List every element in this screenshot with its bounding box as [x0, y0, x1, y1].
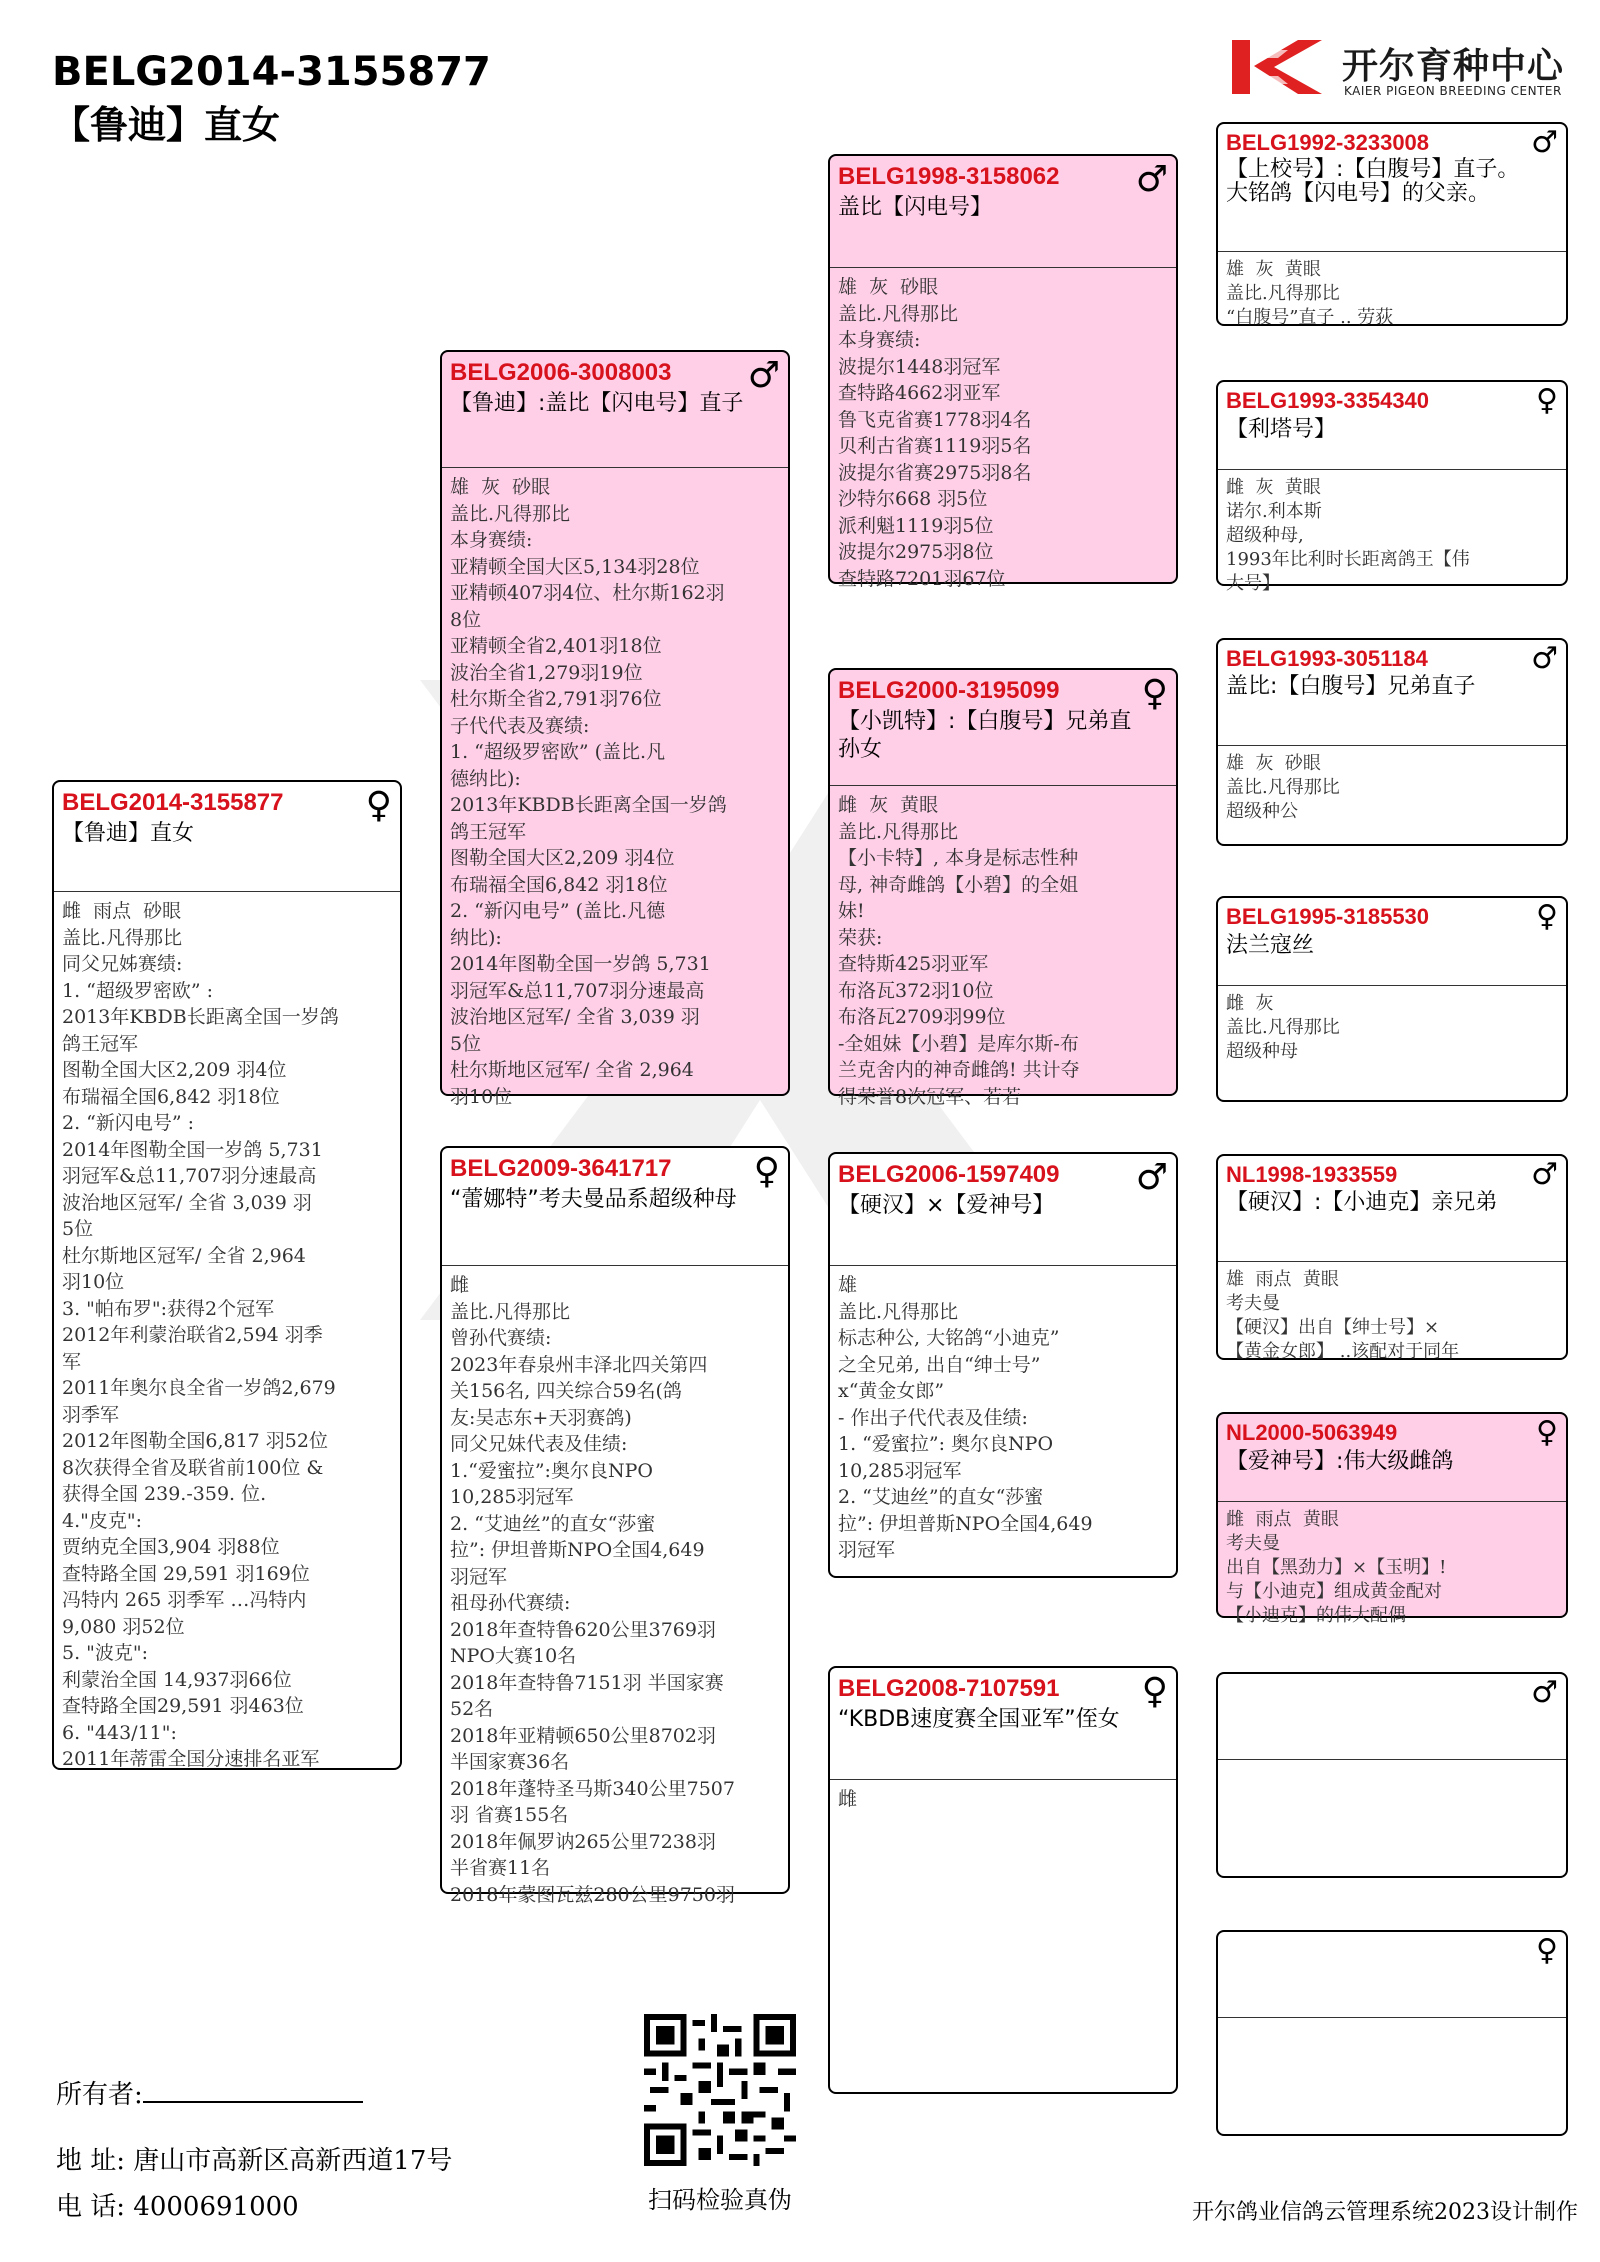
card-details	[1218, 986, 1566, 1100]
ring-number: BELG1993-3051184	[1226, 646, 1428, 671]
detail-line: 5位	[62, 1218, 94, 1240]
detail-line: 布瑞福全国6,842 羽18位	[450, 873, 668, 896]
detail-line: 盖比.凡得那比	[838, 302, 959, 325]
card-header	[830, 156, 1176, 268]
detail-line: 查特斯425羽亚军	[838, 953, 989, 975]
pigeon-card-sire-dam	[828, 668, 1178, 1108]
detail-line: 本身赛绩:	[838, 329, 921, 351]
detail-line: 9,080 羽52位	[62, 1615, 185, 1638]
pigeon-card-subject	[52, 780, 402, 1770]
detail-line: 10,285羽冠军	[450, 1486, 574, 1508]
detail-line: 2. “新闪电号” (盖比.凡德	[450, 900, 666, 922]
ring-number: BELG2009-3641717	[450, 1155, 672, 1182]
detail-line: 【黄金女郎】 ..该配对于同年	[1226, 1341, 1460, 1362]
male-icon: ♂	[1531, 125, 1558, 160]
detail-line: 雌 灰 黄眼	[1226, 477, 1321, 498]
page-title: BELG2014-3155877	[52, 49, 491, 95]
detail-line: 杜尔斯地区冠军/ 全省 2,964	[62, 1244, 306, 1267]
card-header	[1218, 640, 1566, 746]
detail-line: 2012年图勒全国6,817 羽52位	[62, 1430, 328, 1452]
male-icon: ♂	[1135, 159, 1168, 200]
card-details	[1218, 746, 1566, 844]
detail-line: 出自【黑劲力】×【玉明】!	[1226, 1557, 1447, 1578]
card-details	[830, 1780, 1176, 2092]
detail-line: 布洛瓦2709羽99位	[838, 1006, 1006, 1028]
detail-line: 4."皮克":	[62, 1509, 143, 1532]
pigeon-name: 【利塔号】	[1226, 417, 1337, 442]
detail-line: 雄 灰 砂眼	[1226, 753, 1321, 774]
detail-line: 荣获:	[838, 926, 883, 949]
detail-line: 派利魁1119羽5位	[838, 514, 994, 537]
pigeon-card-sss	[1216, 122, 1568, 326]
detail-line: 【小迪克】的伟大配偶	[1226, 1605, 1406, 1626]
detail-line: 半省赛11名	[450, 1857, 551, 1879]
detail-line: 图勒全国大区2,209 羽4位	[62, 1059, 287, 1081]
detail-line: 2014年图勒全国一岁鸽 5,731	[450, 953, 711, 975]
detail-line: 8位	[450, 608, 482, 631]
pigeon-name: 【鲁迪】直女	[62, 821, 195, 846]
detail-line: 查特路全国29,591 羽463位	[62, 1695, 304, 1717]
male-icon: ♂	[1531, 1675, 1558, 1710]
card-header	[442, 352, 788, 468]
pigeon-name: 【硬汉】:【小迪克】亲兄弟	[1226, 1190, 1498, 1215]
detail-line: 1. “超级罗密欧” (盖比.凡	[450, 741, 666, 763]
pigeon-name: 【爱神号】:伟大级雌鸽	[1226, 1449, 1454, 1474]
card-header	[830, 670, 1176, 786]
detail-line: 雌	[838, 1788, 858, 1810]
card-details	[830, 268, 1176, 590]
card-header	[1218, 1932, 1566, 2018]
brand-name-cn: 开尔育种中心	[1342, 46, 1565, 87]
detail-line: 2023年春泉州丰泽北四关第四	[450, 1353, 708, 1376]
detail-line: 同父兄姊赛绩:	[62, 953, 183, 975]
card-header	[830, 1668, 1176, 1780]
card-header	[54, 782, 400, 892]
card-details	[830, 1266, 1176, 1576]
ring-number: NL1998-1933559	[1226, 1162, 1398, 1187]
detail-line: 贝利古省赛1119羽5名	[838, 435, 1032, 457]
card-details	[54, 892, 400, 1768]
detail-line: 羽冠军	[838, 1539, 896, 1561]
detail-line: 1.“爱蜜拉”:奥尔良NPO	[450, 1459, 653, 1482]
detail-line: 雄 灰 砂眼	[450, 476, 551, 498]
detail-line: 军	[62, 1350, 82, 1373]
detail-line: 之全兄弟, 出自“绅士号”	[838, 1353, 1041, 1376]
detail-line: 杜尔斯地区冠军/ 全省 2,964	[450, 1059, 694, 1081]
detail-line: 同父兄妹代表及佳绩:	[450, 1433, 628, 1455]
detail-line: 盖比.凡得那比	[450, 502, 571, 525]
detail-line: 【小卡特】, 本身是标志性种	[838, 847, 1079, 869]
detail-line: 2011年奥尔良全省一岁鸽2,679	[62, 1377, 336, 1399]
detail-line: 2018年查特鲁7151羽 半国家赛	[450, 1671, 724, 1694]
pigeon-card-ddd	[1216, 1930, 1568, 2136]
detail-line: 图勒全国大区2,209 羽4位	[450, 847, 675, 869]
pigeon-name: 【小凯特】:【白腹号】兄弟直孙女	[838, 709, 1132, 762]
detail-line: 亚精顿407羽4位、杜尔斯162羽	[450, 582, 725, 604]
detail-line: 贾纳克全国3,904 羽88位	[62, 1536, 280, 1558]
detail-line: 查特路4662羽亚军	[838, 382, 1001, 404]
detail-line: 沙特尔668 羽5位	[838, 488, 988, 510]
detail-line: 羽季军	[62, 1403, 120, 1426]
detail-line: 盖比.凡得那比	[1226, 283, 1340, 304]
owner-blank	[143, 2079, 363, 2103]
ring-number: BELG1993-3354340	[1226, 388, 1430, 413]
pigeon-card-dds	[1216, 1672, 1568, 1878]
male-icon: ♂	[1135, 1157, 1168, 1198]
detail-line: 羽10位	[62, 1271, 125, 1293]
detail-line: 2013年KBDB长距离全国一岁鸽	[62, 1006, 339, 1028]
detail-line: 本身赛绩:	[450, 529, 533, 551]
ring-number: BELG2006-3008003	[450, 359, 672, 386]
female-icon: ♀	[1536, 899, 1558, 934]
detail-line: “白腹号”直子 .. 劳荻	[1226, 307, 1394, 328]
detail-line: 考夫曼	[1226, 1533, 1280, 1554]
detail-line: 布洛瓦372羽10位	[838, 979, 994, 1002]
detail-line: 2018年查特鲁620公里3769羽	[450, 1618, 716, 1641]
card-header	[1218, 124, 1566, 252]
pigeon-card-sds	[1216, 638, 1568, 846]
qr-code-icon	[644, 2014, 796, 2166]
detail-line: 与【小迪克】组成黄金配对	[1226, 1581, 1442, 1602]
detail-line: 2014年图勒全国一岁鸽 5,731	[62, 1138, 323, 1161]
female-icon: ♀	[1141, 673, 1168, 714]
detail-line: 波提尔1448羽冠军	[838, 355, 1001, 378]
card-details	[1218, 470, 1566, 594]
detail-line: 鲁飞克省赛1778羽4名	[838, 408, 1032, 431]
detail-line: 羽冠军&总11,707羽分速最高	[62, 1165, 317, 1187]
ring-number: BELG2008-7107591	[838, 1675, 1060, 1702]
detail-line: x“黄金女郎”	[838, 1380, 945, 1402]
detail-line: 2018年佩罗讷265公里7238羽	[450, 1830, 716, 1853]
detail-line: 2. “艾迪丝”的直女“莎蜜	[838, 1486, 1044, 1508]
card-header	[1218, 382, 1566, 470]
ring-number: BELG1992-3233008	[1226, 130, 1430, 155]
card-details	[442, 468, 788, 1108]
detail-line: 诺尔.利本斯	[1226, 501, 1322, 522]
detail-line: 雌	[450, 1274, 470, 1296]
detail-line: 亚精顿全国大区5,134羽28位	[450, 555, 700, 578]
detail-line: 雄 灰 砂眼	[838, 276, 939, 298]
detail-line: 母, 神奇雌鸽【小碧】的全姐	[838, 873, 1079, 896]
pigeon-card-ssd	[1216, 380, 1568, 594]
ring-number: BELG1995-3185530	[1226, 904, 1430, 929]
detail-line: 8次获得全省及联省前100位 &	[62, 1456, 324, 1479]
detail-line: 子代代表及赛绩:	[450, 714, 590, 737]
detail-line: 5位	[450, 1032, 482, 1055]
detail-line: 祖母孙代赛绩:	[450, 1592, 571, 1614]
address: 地 址: 唐山市高新区高新西道17号	[56, 2146, 453, 2176]
pigeon-card-dam-dam	[828, 1666, 1178, 2094]
detail-line: 羽冠军	[450, 1565, 508, 1588]
detail-line: 友:吴志东+天羽赛鸽)	[450, 1406, 632, 1429]
pigeon-card-dam	[440, 1146, 790, 1906]
detail-line: 羽 省赛155名	[450, 1804, 569, 1826]
detail-line: 查特路7201羽67位	[838, 567, 1006, 590]
card-header	[1218, 1674, 1566, 1760]
detail-line: 杜尔斯全省2,791羽76位	[450, 688, 662, 710]
brand-logo	[1228, 36, 1578, 106]
pigeon-card-dam-sire	[828, 1152, 1178, 1578]
detail-line: 关156名, 四关综合59名(鸽	[450, 1380, 682, 1402]
pigeon-name: 【上校号】:【白腹号】直子。大铭鸽【闪电号】的父亲。	[1226, 157, 1520, 206]
detail-line: 兰克舍内的神奇雌鸽! 共计夺	[838, 1059, 1080, 1081]
phone: 电 话: 4000691000	[56, 2192, 299, 2222]
detail-line: 波治地区冠军/ 全省 3,039 羽	[62, 1191, 312, 1214]
detail-line: 盖比.凡得那比	[1226, 1017, 1340, 1038]
detail-line: - 作出子代代表及佳绩:	[838, 1406, 1028, 1429]
detail-line: 雄	[838, 1274, 858, 1296]
female-icon: ♀	[1536, 1415, 1558, 1450]
card-details	[442, 1266, 788, 1906]
detail-line: 波治地区冠军/ 全省 3,039 羽	[450, 1006, 700, 1028]
detail-line: 2018年亚精顿650公里8702羽	[450, 1724, 716, 1747]
detail-line: 10,285羽冠军	[838, 1459, 962, 1482]
ring-number: BELG2006-1597409	[838, 1161, 1060, 1188]
ring-number: BELG2000-3195099	[838, 677, 1060, 704]
pigeon-name: 【硬汉】×【爱神号】	[838, 1193, 1055, 1218]
detail-line: 考夫曼	[1226, 1293, 1280, 1314]
pigeon-card-dsd	[1216, 1412, 1568, 1626]
female-icon: ♀	[753, 1151, 780, 1192]
detail-line: 获得全国 239.-359. 位.	[62, 1483, 267, 1505]
pigeon-card-sdd	[1216, 896, 1568, 1102]
detail-line: 布瑞福全国6,842 羽18位	[62, 1085, 280, 1108]
detail-line: 2011年蒂雷全国分速排名亚军	[62, 1748, 320, 1770]
pigeon-name: 【鲁迪】:盖比【闪电号】直子	[450, 391, 744, 416]
detail-line: -全姐妹【小碧】是库尔斯-布	[838, 1032, 1079, 1055]
card-details	[1218, 1502, 1566, 1626]
detail-line: NPO大赛10名	[450, 1645, 577, 1667]
female-icon: ♀	[1141, 1671, 1168, 1712]
male-icon: ♂	[747, 355, 780, 396]
detail-line: 波提尔省赛2975羽8名	[838, 461, 1032, 484]
detail-line: 1. “爱蜜拉”: 奥尔良NPO	[838, 1433, 1054, 1455]
card-details	[830, 786, 1176, 1108]
pigeon-card-sire	[440, 350, 790, 1108]
pigeon-name: 盖比【闪电号】	[838, 195, 993, 220]
pigeon-name: “蕾娜特”考夫曼品系超级种母	[450, 1187, 737, 1212]
detail-line: 拉”: 伊坦普斯NPO全国4,649	[838, 1512, 1093, 1535]
detail-line: 拉”: 伊坦普斯NPO全国4,649	[450, 1539, 705, 1561]
detail-line: 盖比.凡得那比	[62, 926, 183, 949]
detail-line: 纳比):	[450, 926, 502, 949]
detail-line: 【硬汉】出自【绅士号】×	[1226, 1317, 1440, 1338]
detail-line: 雌 灰	[1226, 993, 1274, 1014]
detail-line: 1993年比利时长距离鸽王【伟	[1226, 549, 1470, 570]
detail-line: 雌 雨点 黄眼	[1226, 1509, 1339, 1530]
detail-line: 2012年利蒙治联省2,594 羽季	[62, 1324, 323, 1346]
detail-line: 超级种母	[1226, 1041, 1298, 1062]
brand-name-en: KAIER PIGEON BREEDING CENTER	[1344, 84, 1562, 98]
detail-line: 2. “新闪电号” :	[62, 1112, 195, 1134]
female-icon: ♀	[1536, 383, 1558, 418]
detail-line: 5. "波克":	[62, 1642, 149, 1664]
detail-line: 冯特内 265 羽季军 …冯特内	[62, 1589, 307, 1611]
detail-line: 利蒙治全国 14,937羽66位	[62, 1668, 292, 1691]
pigeon-card-sire-sire	[828, 154, 1178, 590]
pigeon-name: 盖比:【白腹号】兄弟直子	[1226, 674, 1476, 699]
detail-line: 曾孙代赛绩:	[450, 1327, 552, 1349]
card-header	[442, 1148, 788, 1266]
detail-line: 52名	[450, 1698, 494, 1720]
detail-line: 鸽王冠军	[450, 820, 527, 843]
pigeon-card-dss	[1216, 1154, 1568, 1360]
detail-line: 2018年蒙图瓦兹280公里9750羽	[450, 1883, 735, 1906]
detail-line: 3. "帕布罗":获得2个冠军	[62, 1297, 275, 1320]
owner-line	[56, 2078, 363, 2112]
detail-line: 雌 灰 黄眼	[838, 794, 939, 816]
detail-line: 2013年KBDB长距离全国一岁鸽	[450, 794, 727, 816]
credit-line: 开尔鸽业信鸽云管理系统2023设计制作	[1192, 2200, 1578, 2225]
detail-line: 波提尔2975羽8位	[838, 541, 994, 563]
detail-line: 雄 雨点 黄眼	[1226, 1269, 1339, 1290]
detail-line: 得荣誉8次冠军、若若	[838, 1085, 1022, 1108]
detail-line: 1. “超级罗密欧” :	[62, 979, 214, 1002]
owner-label: 所有者:	[56, 2080, 143, 2110]
detail-line: 盖比.凡得那比	[838, 820, 959, 843]
male-icon: ♂	[1531, 1157, 1558, 1192]
detail-line: 鸽王冠军	[62, 1032, 139, 1055]
detail-line: 盖比.凡得那比	[450, 1300, 571, 1323]
ring-number: BELG1998-3158062	[838, 163, 1060, 190]
detail-line: 6. "443/11":	[62, 1721, 177, 1744]
female-icon: ♀	[365, 785, 392, 826]
card-header	[830, 1154, 1176, 1266]
card-header	[1218, 1414, 1566, 1502]
detail-line: 雌 雨点 砂眼	[62, 900, 182, 922]
card-details	[1218, 1262, 1566, 1362]
detail-line: 雄 灰 黄眼	[1226, 259, 1321, 280]
card-details	[1218, 252, 1566, 328]
detail-line: 亚精顿全省2,401羽18位	[450, 635, 662, 657]
detail-line: 妹!	[838, 900, 865, 922]
ring-number: BELG2014-3155877	[62, 789, 284, 816]
page-subtitle: 【鲁迪】直女	[52, 103, 281, 147]
pigeon-name: “KBDB速度赛全国亚军”侄女	[838, 1707, 1120, 1732]
scan-caption: 扫码检验真伪	[648, 2186, 792, 2214]
detail-line: 标志种公, 大铭鸽“小迪克”	[838, 1327, 1060, 1349]
pigeon-name: 法兰寇丝	[1226, 933, 1315, 958]
kaier-logo-icon	[1228, 36, 1324, 98]
detail-line: 盖比.凡得那比	[1226, 777, 1340, 798]
card-header	[1218, 898, 1566, 986]
detail-line: 2. “艾迪丝”的直女“莎蜜	[450, 1512, 656, 1535]
card-header	[1218, 1156, 1566, 1262]
detail-line: 查特路全国 29,591 羽169位	[62, 1562, 310, 1585]
detail-line: 超级种公	[1226, 801, 1298, 822]
detail-line: 半国家赛36名	[450, 1751, 570, 1773]
detail-line: 羽冠军&总11,707羽分速最高	[450, 979, 705, 1002]
detail-line: 羽10位	[450, 1085, 513, 1108]
female-icon: ♀	[1536, 1933, 1558, 1968]
ring-number: NL2000-5063949	[1226, 1420, 1398, 1445]
detail-line: 波治全省1,279羽19位	[450, 661, 643, 684]
detail-line: 盖比.凡得那比	[838, 1300, 959, 1323]
detail-line: 超级种母,	[1226, 525, 1304, 546]
detail-line: 2018年蓬特圣马斯340公里7507	[450, 1777, 735, 1800]
detail-line: 大号】	[1226, 573, 1280, 594]
male-icon: ♂	[1531, 641, 1558, 676]
detail-line: 德纳比):	[450, 767, 521, 790]
